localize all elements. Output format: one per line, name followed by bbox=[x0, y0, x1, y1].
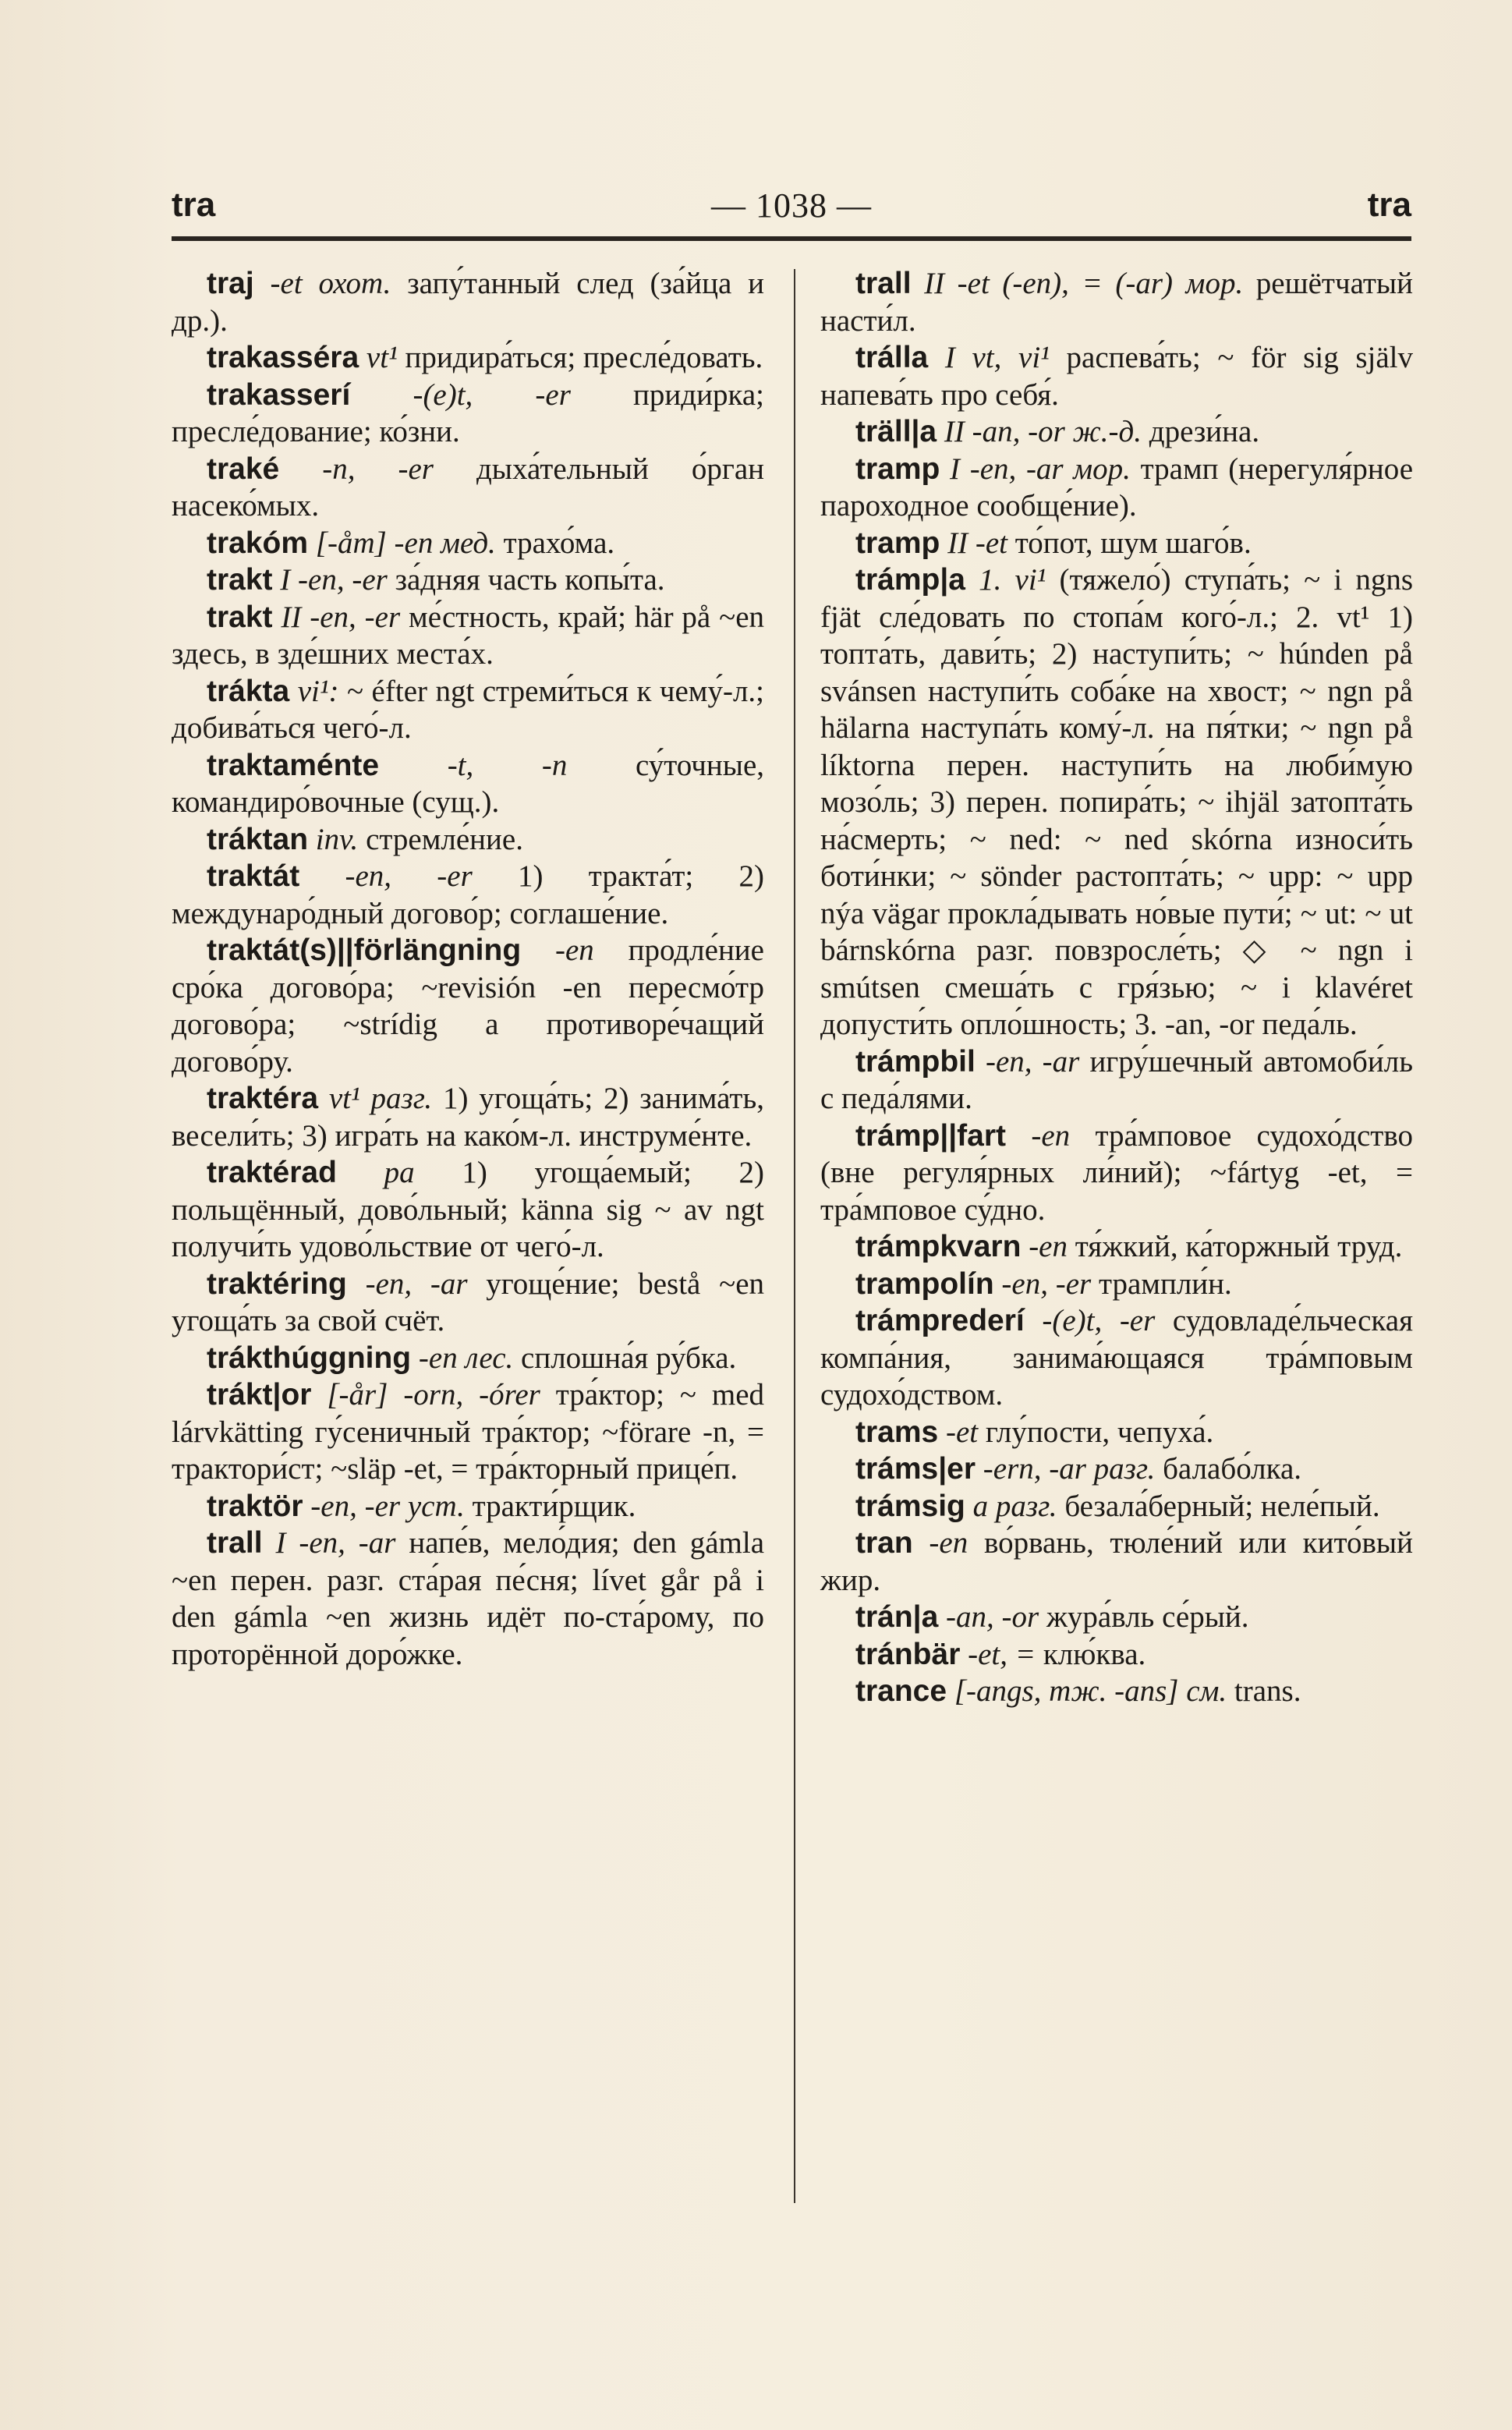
dictionary-entry bbox=[820, 413, 1413, 451]
entry-translation: дрези́на. bbox=[1149, 415, 1260, 448]
entry-headword: trampolín bbox=[855, 1266, 994, 1301]
dictionary-entry bbox=[172, 821, 764, 859]
entry-headword: trákta bbox=[207, 674, 290, 708]
entry-grammar-note: II -en, -er bbox=[281, 600, 401, 634]
entry-translation: глу́пости, чепуха́. bbox=[985, 1415, 1214, 1449]
entry-headword: traj bbox=[207, 267, 254, 300]
entry-translation: клю́ква. bbox=[1043, 1637, 1146, 1671]
entry-translation: трамп (нерегуля́рное пароходное сообще́ние). bbox=[820, 452, 1414, 522]
dictionary-entry bbox=[172, 1154, 764, 1266]
dictionary-entry bbox=[820, 1414, 1413, 1451]
entry-translation: тра́ктор; ~ med lárvkätting гу́сеничный тра́ктор; ~förare -n, = трактори́ст; ~släp -et, = тра́кторный прице́п. bbox=[172, 1378, 764, 1486]
entry-grammar-note: -en bbox=[1031, 1118, 1071, 1153]
dictionary-entry bbox=[172, 525, 764, 562]
entry-headword: tránbär bbox=[855, 1637, 961, 1671]
dictionary-entry bbox=[820, 1673, 1413, 1710]
entry-grammar-note: I -en, -ar bbox=[275, 1526, 396, 1560]
right-column bbox=[820, 265, 1413, 1710]
entry-translation: (тяжело́) ступа́ть; ~ i ngns fjät сле́довать по стопа́м кого́-л.; 2. vt¹ 1) топта́ть, дави́ть; 2) наступи́ть; ~ húnden på svánsen наступи́ть соба́ке на хвост; ~ ngn på hälarna наступа́ть кому́-л. на пя́тки; ~ ngn på líktorna перен. наступи́ть на люби́мую мозо́ль; 3) перен. попира́ть; ~ ihjäl затопта́ть на́смерть; ~ ned: ~ ned skórna износи́ть боти́нки; ~ sönder растопта́ть; ~ upp: ~ upp nýa vägar прокла́дывать но́вые пути́; ~ ut: ~ ut bárnskórna разг. повзросле́ть; ◇ ~ ngn i smútsen смеша́ть с гря́зью; ~ i klavéret допусти́ть опло́шность; 3. -an, -or педа́ль. bbox=[820, 563, 1414, 1041]
entry-grammar-note: -en, -er bbox=[345, 859, 473, 893]
dictionary-entry bbox=[172, 377, 764, 451]
dictionary-entry bbox=[820, 1266, 1413, 1303]
entry-headword: trakóm bbox=[207, 526, 309, 560]
header-rule bbox=[172, 236, 1411, 241]
entry-grammar-note: I -en, -ar мор. bbox=[950, 452, 1131, 486]
entry-translation: угоще́ние; bestå ~en угоща́ть за свой счёт. bbox=[172, 1266, 764, 1337]
dictionary-entry bbox=[820, 451, 1413, 525]
dictionary-entry bbox=[820, 1525, 1413, 1599]
entry-grammar-note: -en bbox=[929, 1526, 968, 1560]
entry-headword: traké bbox=[207, 452, 280, 486]
dictionary-entry bbox=[820, 1043, 1413, 1118]
entry-translation: сплошна́я ру́бка. bbox=[521, 1341, 737, 1375]
entry-grammar-note: [-angs, тж. -ans] см. bbox=[954, 1674, 1227, 1708]
entry-grammar-note: -en, -er уст. bbox=[310, 1489, 465, 1523]
entry-grammar-note: I -en, -er bbox=[280, 563, 388, 597]
dictionary-entry bbox=[172, 858, 764, 932]
entry-translation: тра́мповое судохо́дство (вне регуля́рных ли́ний); ~fártyg -et, = тра́мповое су́дно. bbox=[820, 1118, 1413, 1227]
entry-headword: trálla bbox=[855, 341, 929, 374]
entry-headword: traktéring bbox=[207, 1266, 347, 1301]
entry-translation: 1) тракта́т; 2) междунаро́дный догово́р; соглаше́ние. bbox=[172, 859, 765, 930]
entry-grammar-note: -et, = bbox=[968, 1637, 1036, 1671]
entry-translation: запу́танный след (за́йца и др.). bbox=[172, 267, 764, 338]
entry-grammar-note: 1. vi¹ bbox=[979, 563, 1046, 597]
entry-headword: trámsig bbox=[855, 1489, 965, 1523]
entry-grammar-note: II -et (-en), = (-ar) мор. bbox=[924, 267, 1244, 300]
dictionary-entry bbox=[172, 1525, 764, 1673]
entry-headword: trámp|a bbox=[855, 563, 965, 597]
entry-headword: traktör bbox=[207, 1489, 303, 1523]
dictionary-entry bbox=[172, 932, 764, 1080]
entry-translation: 1) угоща́емый; 2) польщённый, дово́льный; känna sig ~ av ngt получи́ть удово́льствие от чего́-л. bbox=[172, 1156, 765, 1263]
dictionary-entry bbox=[172, 1266, 764, 1340]
entry-grammar-note: [-åm] -en мед. bbox=[315, 526, 496, 560]
entry-translation: судовладе́льческая компа́ния, занима́ющаяся тра́мповым судохо́дством. bbox=[820, 1304, 1414, 1412]
entry-headword: trakasséra bbox=[207, 341, 359, 374]
entry-translation: стремле́ние. bbox=[366, 822, 523, 856]
entry-headword: trákthúggning bbox=[207, 1341, 412, 1375]
entry-headword: trámpbil bbox=[855, 1044, 976, 1079]
entry-translation: дыха́тельный о́рган насеко́мых. bbox=[172, 452, 765, 522]
entry-headword: traktérad bbox=[207, 1156, 337, 1189]
entry-grammar-note: -n, -er bbox=[322, 452, 434, 486]
entry-headword: trán|a bbox=[855, 1600, 939, 1634]
entry-headword: trámpkvarn bbox=[855, 1230, 1022, 1263]
entry-headword: tramp bbox=[855, 452, 940, 486]
dictionary-entry bbox=[172, 599, 764, 673]
entry-grammar-note: -an, -or bbox=[946, 1600, 1039, 1634]
entry-grammar-note: -en, -ar bbox=[365, 1266, 468, 1301]
entry-headword: trákt|or bbox=[207, 1378, 312, 1412]
entry-translation: трахо́ма. bbox=[503, 526, 615, 560]
dictionary-entry bbox=[820, 1228, 1413, 1266]
entry-headword: trance bbox=[855, 1674, 947, 1708]
entry-headword: tramp bbox=[855, 526, 940, 560]
entry-headword: traktát(s)||förlängning bbox=[207, 933, 522, 967]
entry-translation: су́точные, командиро́вочные (сущ.). bbox=[172, 748, 765, 819]
entry-headword: tráms|er bbox=[855, 1452, 976, 1486]
entry-grammar-note: inv. bbox=[315, 822, 359, 856]
entry-grammar-note: -en, -ar bbox=[985, 1044, 1080, 1079]
dictionary-entry bbox=[820, 265, 1413, 339]
page-header bbox=[172, 186, 1411, 232]
entry-headword: trakt bbox=[207, 600, 273, 634]
dictionary-entry bbox=[172, 747, 764, 821]
entry-grammar-note: vt¹ разг. bbox=[328, 1082, 433, 1115]
entry-translation: игру́шечный автомоби́ль с педа́лями. bbox=[820, 1044, 1414, 1115]
entry-headword: trakt bbox=[207, 563, 273, 597]
entry-grammar-note: -et bbox=[945, 1415, 979, 1449]
entry-grammar-note: vt¹ bbox=[366, 341, 398, 374]
entry-headword: trakasserí bbox=[207, 377, 351, 412]
entry-translation: 1) угоща́ть; 2) занима́ть, весели́ть; 3) игра́ть на како́м-л. инструме́нте. bbox=[172, 1082, 765, 1153]
dictionary-entry bbox=[172, 1376, 764, 1488]
page-number: — 1038 — bbox=[711, 186, 872, 225]
entry-translation: ~ éfter ngt стреми́ться к чему́-л.; добива́ться чего́-л. bbox=[172, 674, 765, 745]
entry-grammar-note: a разг. bbox=[972, 1489, 1057, 1523]
entry-translation: распева́ть; ~ för sig själv напева́ть про себя́. bbox=[820, 341, 1413, 412]
entry-headword: trámp||fart bbox=[855, 1118, 1007, 1153]
entry-translation: безала́берный; неле́пый. bbox=[1064, 1489, 1380, 1523]
entry-grammar-note: -et охот. bbox=[270, 267, 391, 300]
entry-grammar-note: -en лес. bbox=[418, 1341, 514, 1375]
left-running-head: tra bbox=[172, 186, 216, 224]
entry-translation: за́дняя часть копы́та. bbox=[395, 563, 665, 597]
entry-headword: träll|a bbox=[855, 415, 937, 448]
entry-translation: ме́стность, край; här på ~en здесь, в зде́шних места́х. bbox=[172, 600, 765, 671]
entry-translation: напе́в, мело́дия; den gámla ~en перен. разг. ста́рая пе́сня; lívet går på i den gámla ~en жизнь идёт по-ста́рому, по проторённой доро́жке. bbox=[172, 1526, 765, 1671]
entry-translation: trans. bbox=[1234, 1674, 1301, 1708]
entry-grammar-note: -(e)t, -er bbox=[413, 377, 571, 412]
left-column bbox=[172, 265, 764, 1673]
dictionary-entry bbox=[172, 339, 764, 377]
entry-translation: трампли́н. bbox=[1098, 1266, 1232, 1301]
entry-translation: решётчатый насти́л. bbox=[820, 267, 1414, 338]
dictionary-entry bbox=[820, 525, 1413, 562]
entry-grammar-note: II -an, -or ж.-д. bbox=[944, 415, 1142, 448]
entry-translation: тракти́рщик. bbox=[472, 1489, 636, 1523]
dictionary-entry bbox=[820, 1488, 1413, 1525]
entry-translation: балабо́лка. bbox=[1163, 1452, 1302, 1486]
dictionary-entry bbox=[820, 561, 1413, 1043]
dictionary-entry bbox=[820, 1451, 1413, 1488]
right-running-head: tra bbox=[1367, 186, 1411, 224]
entry-translation: приди́рка; пресле́дование; ко́зни. bbox=[172, 377, 764, 448]
entry-translation: то́пот, шум шаго́в. bbox=[1014, 526, 1252, 560]
dictionary-entry bbox=[172, 265, 764, 339]
dictionary-entry bbox=[820, 1599, 1413, 1636]
dictionary-entry bbox=[820, 1636, 1413, 1674]
entry-grammar-note: -(e)t, -er bbox=[1042, 1304, 1156, 1337]
dictionary-entry bbox=[172, 1080, 764, 1154]
entry-translation: придира́ться; пресле́довать. bbox=[405, 341, 763, 374]
entry-headword: traktéra bbox=[207, 1082, 319, 1115]
entry-translation: продле́ние сро́ка догово́ра; ~revisión -en пересмо́тр догово́ра; ~strídig a противоре́чащий догово́ру. bbox=[172, 933, 764, 1079]
column-divider bbox=[794, 269, 795, 2203]
entry-grammar-note: pa bbox=[384, 1156, 415, 1189]
dictionary-entry bbox=[172, 451, 764, 525]
entry-headword: traktát bbox=[207, 859, 300, 893]
dictionary-entry bbox=[172, 673, 764, 747]
entry-grammar-note: [-år] -orn, -órer bbox=[327, 1378, 540, 1412]
dictionary-entry bbox=[172, 1340, 764, 1377]
entry-grammar-note: -ern, -ar разг. bbox=[983, 1452, 1156, 1486]
entry-headword: trámprederí bbox=[855, 1304, 1025, 1337]
entry-grammar-note: II -et bbox=[947, 526, 1007, 560]
dictionary-entry bbox=[172, 1488, 764, 1525]
entry-headword: trall bbox=[207, 1526, 263, 1560]
entry-grammar-note: -en bbox=[1029, 1230, 1068, 1263]
dictionary-entry bbox=[172, 561, 764, 599]
entry-grammar-note: -en, -er bbox=[1001, 1266, 1092, 1301]
entry-grammar-note: -t, -n bbox=[447, 748, 568, 782]
entry-headword: trall bbox=[855, 267, 912, 300]
entry-translation: во́рвань, тюле́ний или кито́вый жир. bbox=[820, 1526, 1413, 1597]
entry-headword: tráktan bbox=[207, 822, 309, 856]
entry-headword: trams bbox=[855, 1415, 939, 1449]
dictionary-entry bbox=[820, 1302, 1413, 1414]
dictionary-entry bbox=[820, 1118, 1413, 1229]
entry-grammar-note: -en bbox=[554, 933, 594, 967]
dictionary-entry bbox=[820, 339, 1413, 413]
entry-translation: тя́жкий, ка́торжный труд. bbox=[1075, 1230, 1403, 1263]
entry-headword: tran bbox=[855, 1526, 913, 1560]
entry-grammar-note: vi¹: bbox=[297, 674, 339, 708]
entry-translation: жура́вль се́рый. bbox=[1046, 1600, 1249, 1634]
entry-grammar-note: I vt, vi¹ bbox=[944, 341, 1050, 374]
entry-headword: traktaménte bbox=[207, 748, 380, 782]
